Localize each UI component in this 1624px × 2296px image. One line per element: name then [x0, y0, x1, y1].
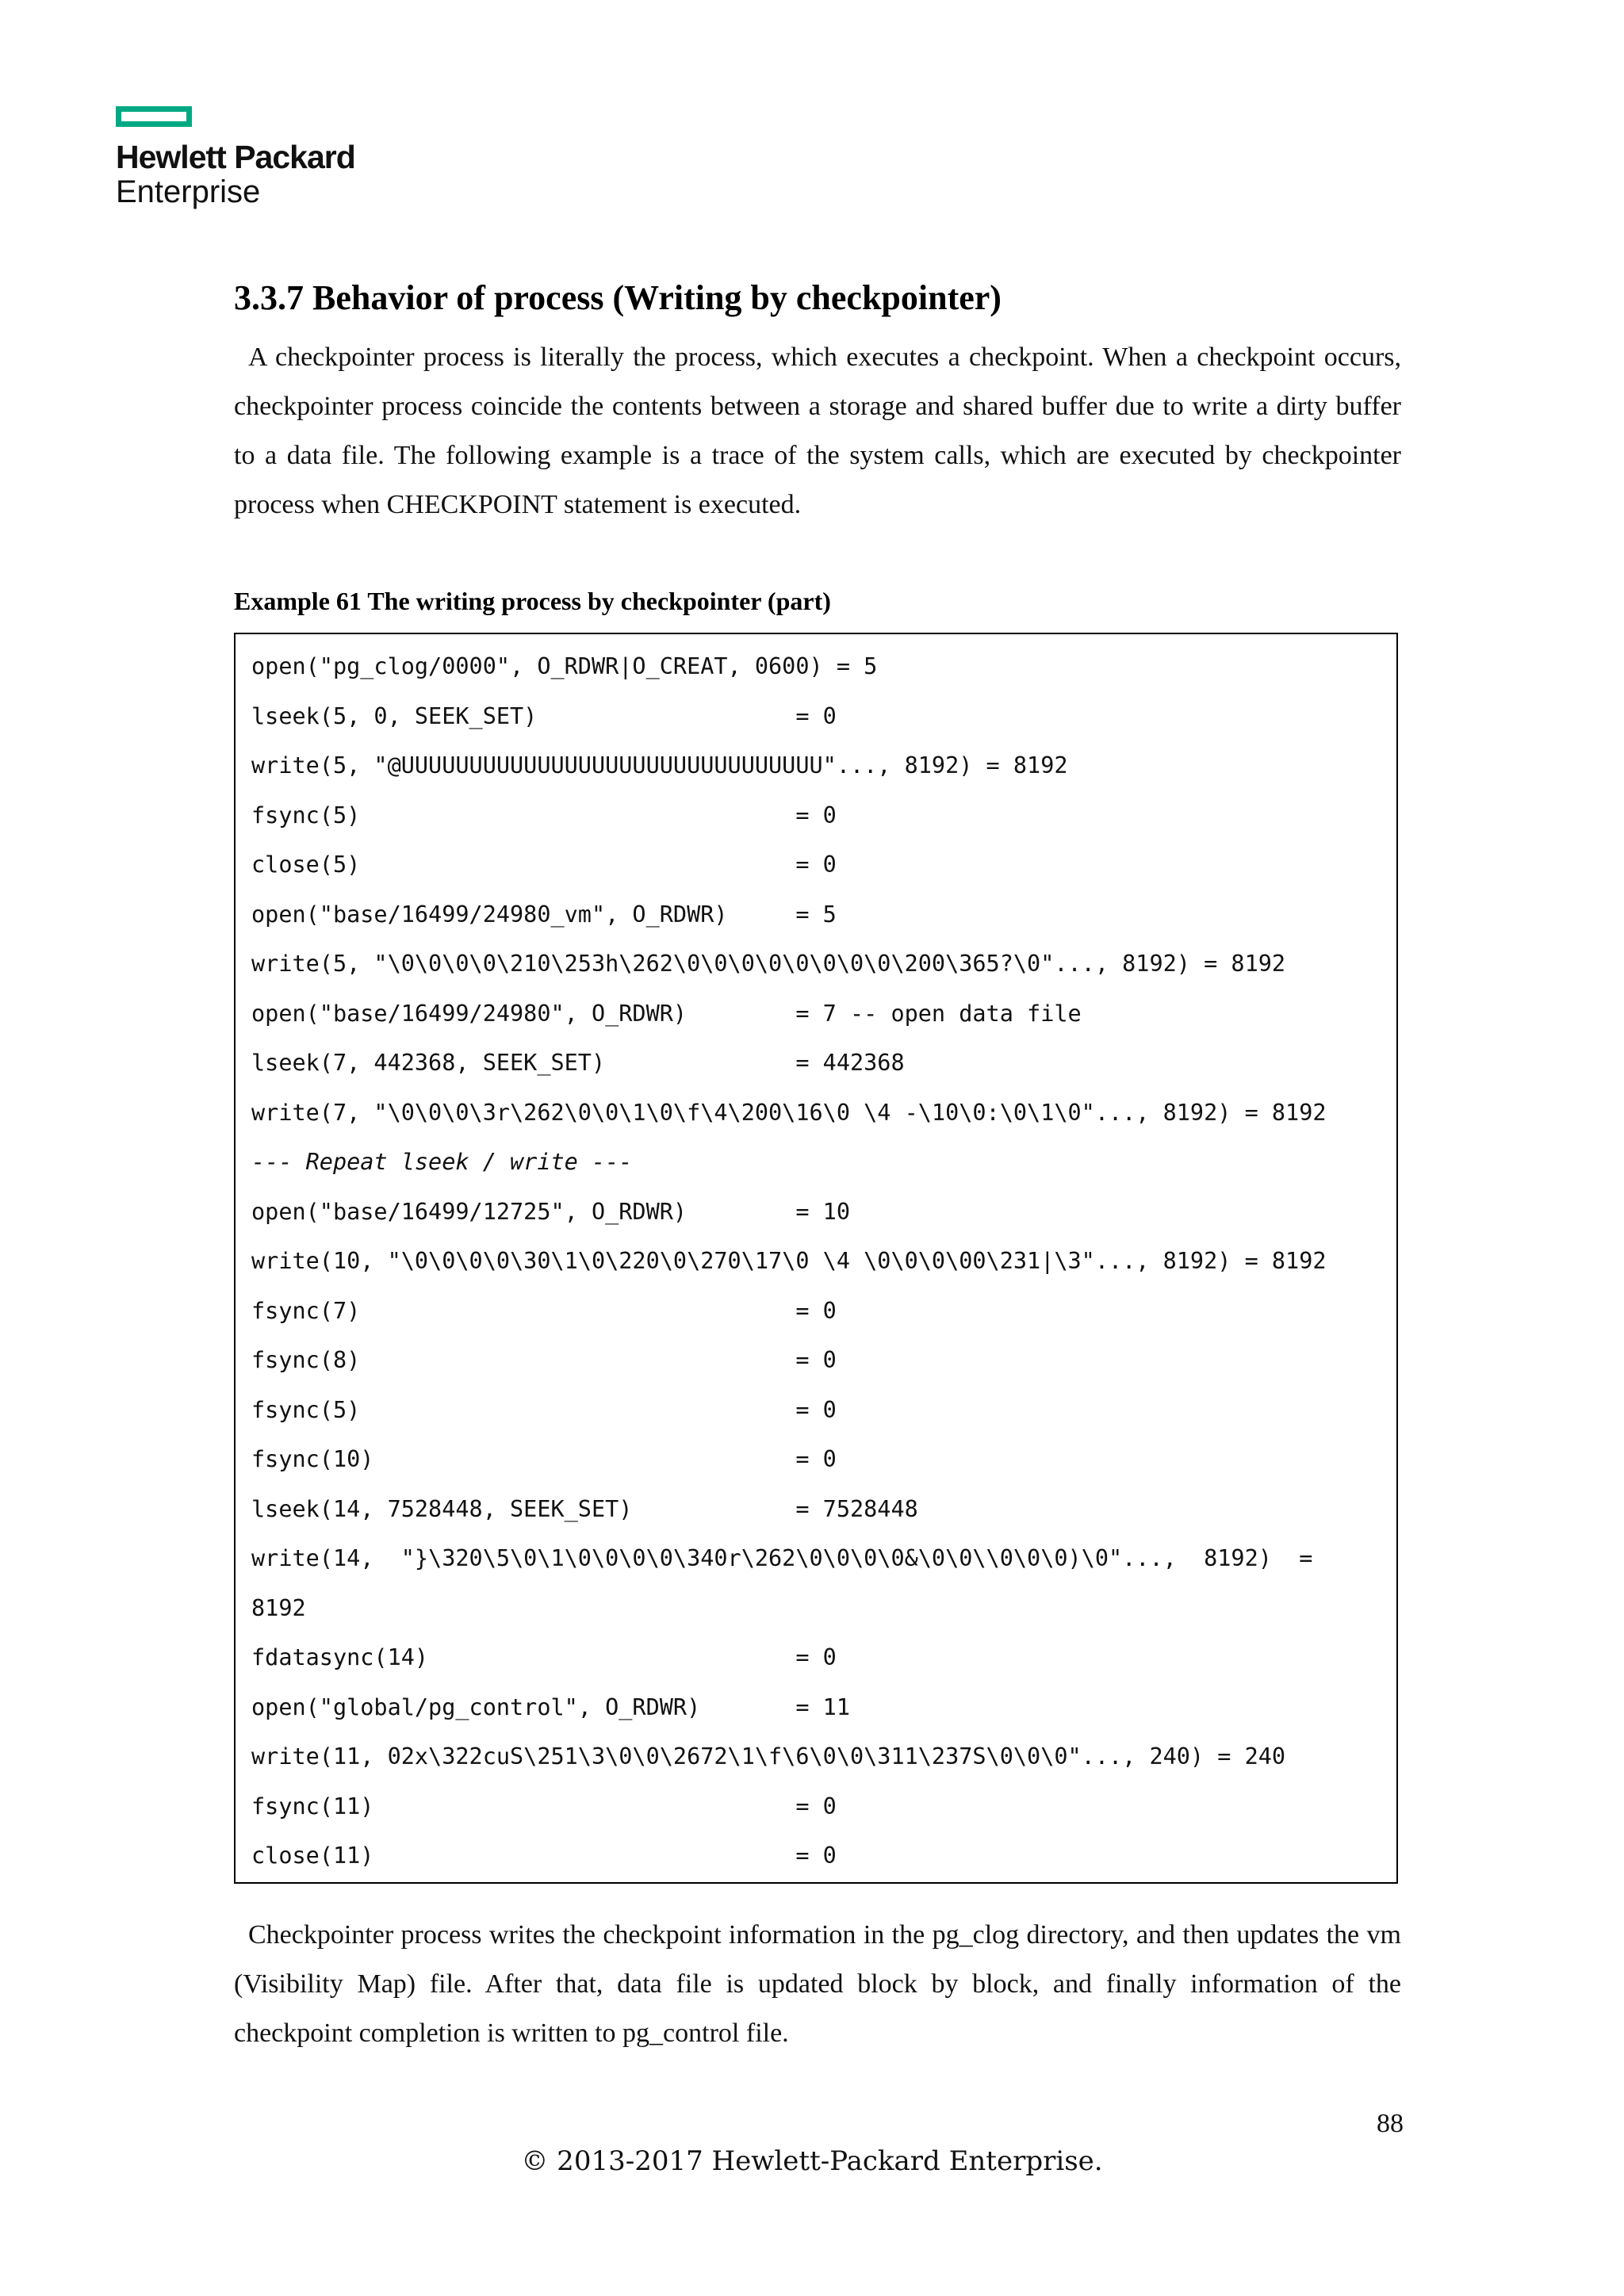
- code-line: write(14, "}\320\5\0\1\0\0\0\0\340r\262\0\0\0\0&\0\0\\0\0\0)\0"..., 8192) =: [251, 1545, 1313, 1571]
- code-line: fdatasync(14) = 0: [251, 1644, 837, 1670]
- code-line: 8192: [251, 1594, 306, 1621]
- example-caption: Example 61 The writing process by checkpointer (part): [234, 587, 831, 615]
- hpe-logo: [116, 106, 355, 209]
- code-line: lseek(14, 7528448, SEEK_SET) = 7528448: [251, 1495, 918, 1522]
- code-line: fsync(11) = 0: [251, 1793, 837, 1820]
- intro-paragraph-text: A checkpointer process is literally the process, which executes a checkpoint. When a checkpoint occurs, checkpointer process coincide the contents between a storage and shared buffer due to write a dirty buffer to a data file. The following example is a trace of the system calls, which are executed by checkpointer process when CHECKPOINT statement is executed.: [234, 342, 1401, 519]
- section-heading: 3.3.7 Behavior of process (Writing by checkpointer): [234, 278, 1002, 317]
- code-line: write(11, 02x\322cuS\251\3\0\0\2672\1\f\6\0\0\311\237S\0\0\0"..., 240) = 240: [251, 1743, 1286, 1770]
- summary-paragraph: [234, 1911, 1401, 2058]
- code-line: lseek(5, 0, SEEK_SET) = 0: [251, 702, 837, 729]
- code-line: open("global/pg_control", O_RDWR) = 11: [251, 1693, 850, 1720]
- code-line: fsync(5) = 0: [251, 1396, 837, 1423]
- code-line: write(7, "\0\0\0\3r\262\0\0\1\0\f\4\200\16\0 \4 -\10\0:\0\1\0"..., 8192) = 8192: [251, 1099, 1327, 1126]
- hpe-logo-text-line1: Hewlett Packard: [116, 139, 355, 175]
- code-line: fsync(10) = 0: [251, 1446, 837, 1472]
- code-line: --- Repeat lseek / write ---: [251, 1149, 633, 1175]
- code-line: lseek(7, 442368, SEEK_SET) = 442368: [251, 1050, 905, 1076]
- code-line: fsync(7) = 0: [251, 1297, 837, 1324]
- code-line: open("pg_clog/0000", O_RDWR|O_CREAT, 0600) = 5: [251, 653, 878, 679]
- hpe-logo-text-line2: Enterprise: [116, 174, 261, 209]
- code-line: fsync(8) = 0: [251, 1347, 837, 1373]
- code-line: open("base/16499/24980_vm", O_RDWR) = 5: [251, 901, 837, 928]
- code-line: write(5, "\0\0\0\0\210\253h\262\0\0\0\0\0\0\0\0\200\365?\0"..., 8192) = 8192: [251, 951, 1286, 977]
- code-line: open("base/16499/24980", O_RDWR) = 7 -- open data file: [251, 1000, 1082, 1027]
- code-line: close(11) = 0: [251, 1843, 837, 1869]
- hpe-logo-mark: [116, 106, 192, 127]
- code-line: open("base/16499/12725", O_RDWR) = 10: [251, 1198, 850, 1225]
- intro-paragraph: [234, 333, 1401, 530]
- code-line: fsync(5) = 0: [251, 802, 837, 828]
- summary-paragraph-text: Checkpointer process writes the checkpoint information in the pg_clog directory, and then updates the vm (Visibility Map) file. After that, data file is updated block by block, and finally information of the checkpoint completion is written to pg_control file.: [234, 1920, 1401, 2048]
- code-line: write(10, "\0\0\0\0\30\1\0\220\0\270\17\0 \4 \0\0\0\00\231|\3"..., 8192) = 8192: [251, 1248, 1327, 1274]
- code-listing: [234, 633, 1398, 1884]
- code-line: write(5, "@UUUUUUUUUUUUUUUUUUUUUUUUUUUUUUU"..., 8192) = 8192: [251, 752, 1068, 779]
- copyright-footer: © 2013-2017 Hewlett-Packard Enterprise.: [521, 2145, 1103, 2177]
- code-line: close(5) = 0: [251, 851, 837, 878]
- page-number: 88: [1377, 2109, 1404, 2138]
